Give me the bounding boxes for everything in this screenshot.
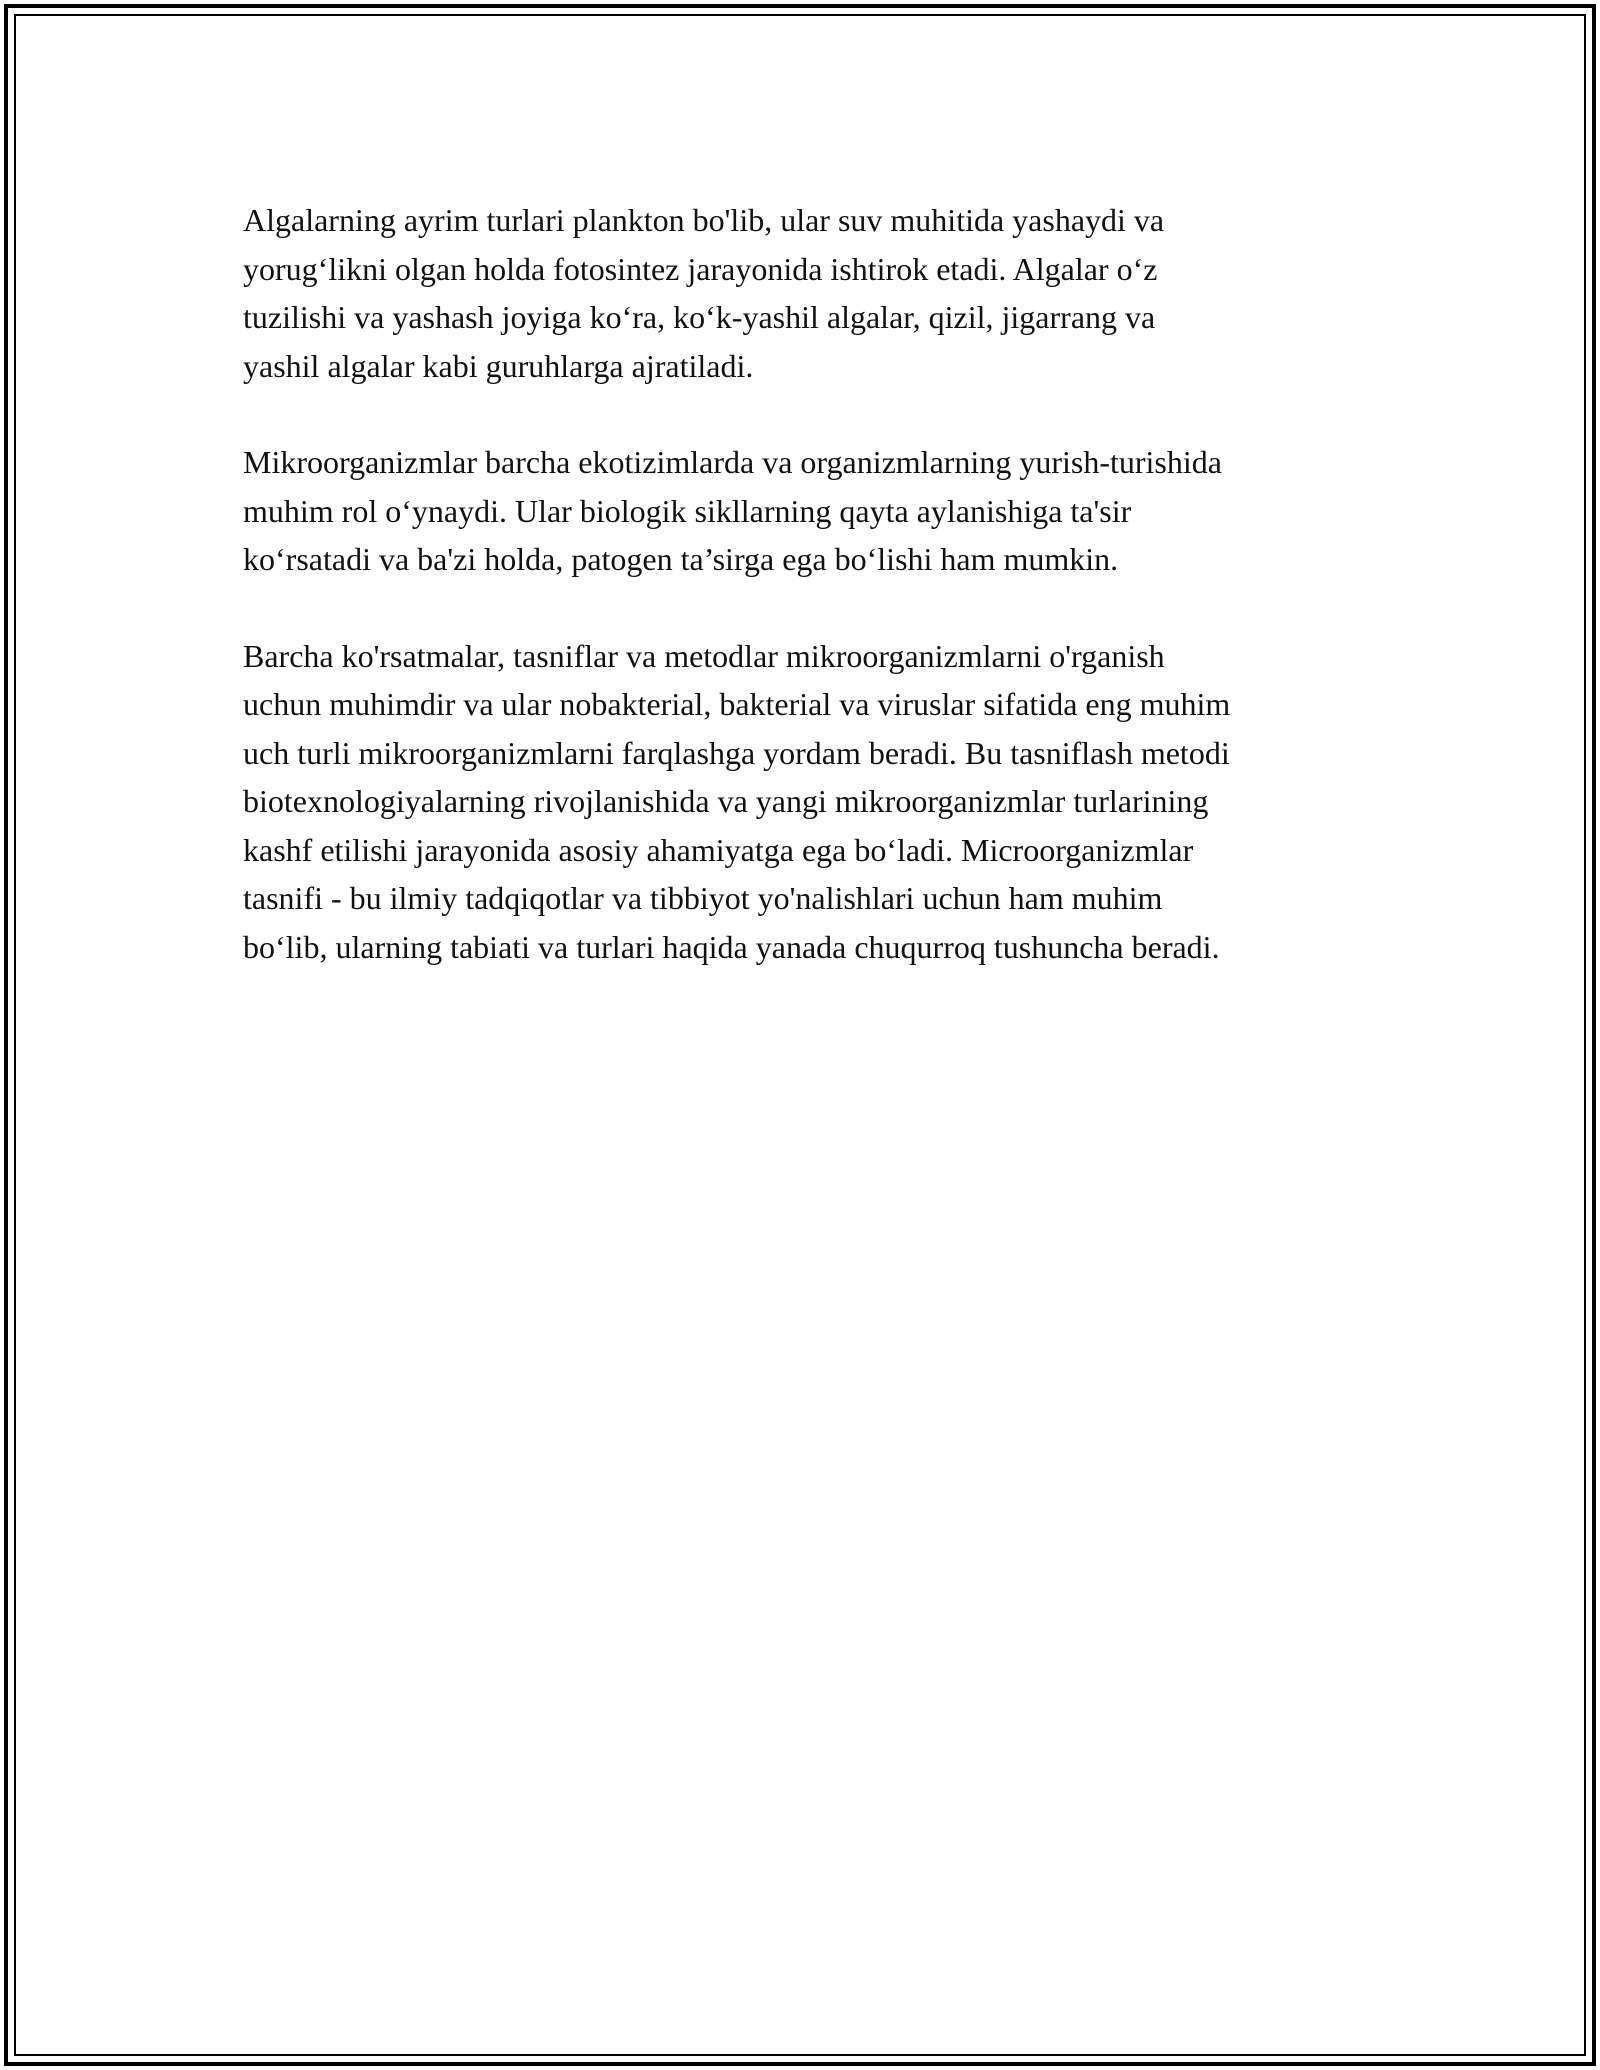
page-frame: [4, 4, 1596, 2066]
paragraph-algae: Algalarning ayrim turlari plankton bo'lib, ular suv muhitida yashaydi va yorug‘likni olgan holda fotosintez jarayonida ishtirok etadi. Algalar o‘z tuzilishi va yashash joyiga ko‘ra, ko‘k-yashil algalar, qizil, jigarrang va yashil algalar kabi guruhlarga ajratiladi.: [243, 202, 1165, 384]
paragraph-microorganisms-role: Mikroorganizmlar barcha ekotizimlarda va organizmlarning yurish-turishida muhim rol o‘ynaydi. Ular biologik sikllarning qayta aylanishiga ta'sir ko‘rsatadi va ba'zi holda, patogen ta’sirga ega bo‘lishi ham mumkin.: [243, 444, 1222, 577]
document-body: [243, 196, 1393, 1019]
paragraph-classification: Barcha ko'rsatmalar, tasniflar va metodlar mikroorganizmlarni o'rganish uchun muhimdir va ular nobakterial, bakterial va viruslar sifatida eng muhim uch turli mikroorganizmlarni farqlashga yordam beradi. Bu tasniflash metodi biotexnologiyalarning rivojlanishida va yangi mikroorganizmlar turlarining kashf etilishi jarayonida asosiy ahamiyatga ega bo‘ladi. Microorganizmlar tasnifi - bu ilmiy tadqiqotlar va tibbiyot yo'nalishlari uchun ham muhim bo‘lib, ularning tabiati va turlari haqida yanada chuqurroq tushuncha beradi.: [243, 637, 1231, 965]
